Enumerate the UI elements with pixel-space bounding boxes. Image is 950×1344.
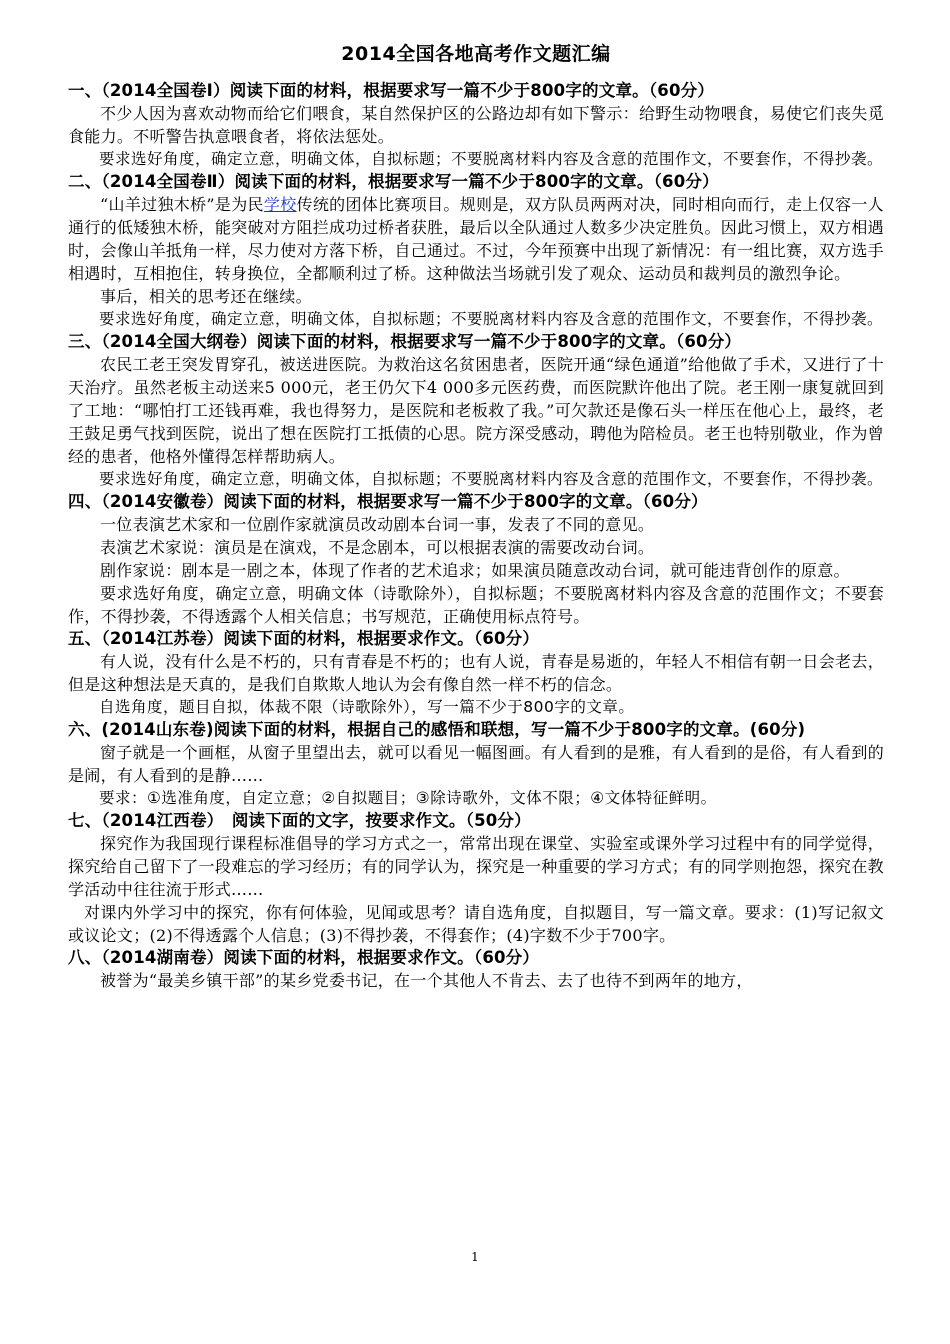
section-4-heading: 四、（2014安徽卷）阅读下面的材料，根据要求写一篇不少于800字的文章。（60分） bbox=[68, 492, 708, 511]
section-8-material: 被誉为“最美乡镇干部”的某乡党委书记，在一个其他人不肯去、去了也待不到两年的地方， bbox=[100, 971, 753, 990]
section-7-heading: 七、（2014江西卷） 阅读下面的文字，按要求作文。（50分） bbox=[68, 811, 531, 830]
section-2-material-2: 事后，相关的思考还在继续。 bbox=[100, 287, 312, 306]
section-5-heading: 五、（2014江苏卷）阅读下面的材料，根据要求作文。（60分） bbox=[68, 629, 540, 648]
section-2-heading: 二、（2014全国卷Ⅱ）阅读下面的材料，根据要求写一篇不少于800字的文章。（60分） bbox=[68, 172, 719, 191]
document-body bbox=[68, 42, 884, 992]
section-7-requirement: 对课内外学习中的探究，你有何体验，见闻或思考？请自选角度，自拟题目，写一篇文章。要求：(1)写记叙文或议论文；(2)不得透露个人信息；(3)不得抄袭，不得套作；(4)字数不少于700字。 bbox=[68, 903, 884, 945]
school-link[interactable]: 学校 bbox=[263, 195, 297, 214]
section-4-material-3: 剧作家说：剧本是一剧之本，体现了作者的艺术追求；如果演员随意改动台词，就可能违背创作的原意。 bbox=[100, 561, 850, 580]
section-6-material: 窗子就是一个画框，从窗子里望出去，就可以看见一幅图画。有人看到的是雅，有人看到的是俗，有人看到的是闹，有人看到的是静…… bbox=[68, 743, 884, 785]
section-5-requirement: 自选角度，题目自拟，体裁不限（诗歌除外），写一篇不少于800字的文章。 bbox=[99, 698, 635, 716]
section-5-material: 有人说，没有什么是不朽的，只有青春是不朽的；也有人说，青春是易逝的，年轻人不相信有朝一日会老去，但是这种想法是天真的，是我们自欺欺人地认为会有像自然一样不朽的信念。 bbox=[68, 652, 884, 694]
section-1-heading: 一、（2014全国卷Ⅰ）阅读下面的材料，根据要求写一篇不少于800字的文章。（60分） bbox=[68, 81, 715, 100]
section-8-heading: 八、（2014湖南卷）阅读下面的材料，根据要求作文。（60分） bbox=[68, 948, 540, 967]
section-2-material-pre: “山羊过独木桥”是为民 bbox=[100, 195, 264, 214]
page-number: 1 bbox=[471, 1250, 479, 1264]
section-3-heading: 三、（2014全国大纲卷）阅读下面的材料，根据要求写一篇不少于800字的文章。（60分） bbox=[68, 332, 742, 351]
section-1-requirement: 要求选好角度，确定立意，明确文体，自拟标题；不要脱离材料内容及含意的范围作文，不要套作，不得抄袭。 bbox=[99, 150, 884, 168]
section-3-requirement: 要求选好角度，确定立意，明确文体，自拟标题；不要脱离材料内容及含意的范围作文，不要套作，不得抄袭。 bbox=[99, 470, 884, 488]
document-title: 2014全国各地高考作文题汇编 bbox=[341, 43, 611, 65]
section-6-heading: 六、(2014山东卷)阅读下面的材料，根据自己的感悟和联想，写一篇不少于800字的文章。(60分) bbox=[68, 720, 806, 739]
section-2-material bbox=[68, 193, 884, 285]
section-6-requirement: 要求：①选准角度，自定立意；②自拟题目；③除诗歌外，文体不限；④文体特征鲜明。 bbox=[99, 789, 717, 807]
section-2-requirement: 要求选好角度，确定立意，明确文体，自拟标题；不要脱离材料内容及含意的范围作文，不要套作，不得抄袭。 bbox=[99, 310, 884, 328]
section-4-material-2: 表演艺术家说：演员是在演戏，不是念剧本，可以根据表演的需要改动台词。 bbox=[100, 538, 655, 557]
section-1-material: 不少人因为喜欢动物而给它们喂食，某自然保护区的公路边却有如下警示：给野生动物喂食，易使它们丧失觅食能力。不听警告执意喂食者，将依法惩处。 bbox=[68, 104, 884, 146]
section-7-material: 探究作为我国现行课程标准倡导的学习方式之一，常常出现在课堂、实验室或课外学习过程中有的同学觉得，探究给自己留下了一段难忘的学习经历；有的同学认为，探究是一种重要的学习方式；有的同学则抱怨，探究在教学活动中往往流于形式…… bbox=[68, 834, 884, 899]
section-3-material: 农民工老王突发胃穿孔，被送进医院。为救治这名贫困患者，医院开通“绿色通道”给他做了手术，又进行了十天治疗。虽然老板主动送来5 000元，老王仍欠下4 000多元医药费，而医院默许他出了院。老王刚一康复就回到了工地：“哪怕打工还钱再难，我也得努力，是医院和老板救了我。”可欠款还是像石头一样压在他心上，最终，老王鼓足勇气找到医院，说出了想在医院打工抵债的心思。院方深受感动，聘他为陪检员。老王也特别敬业，作为曾经的患者，他格外懂得怎样帮助病人。 bbox=[68, 355, 884, 466]
section-4-material: 一位表演艺术家和一位剧作家就演员改动剧本台词一事，发表了不同的意见。 bbox=[100, 515, 655, 534]
section-2-material-post: 传统的团体比赛项目。规则是，双方队员两两对决，同时相向而行，走上仅容一人通行的低矮独木桥，能突破对方阻拦成功过桥者获胜，最后以全队通过人数多少决定胜负。因此习惯上，双方相遇时，会像山羊抵角一样，尽力使对方落下桥，自己通过。不过，今年预赛中出现了新情况：有一组比赛，双方选手相遇时，互相抱住，转身换位，全都顺利过了桥。这种做法当场就引发了观众、运动员和裁判员的激烈争论。 bbox=[68, 195, 884, 283]
section-4-requirement: 要求选好角度，确定立意，明确文体（诗歌除外），自拟标题；不要脱离材料内容及含意的范围作文；不要套作，不得抄袭，不得透露个人相关信息；书写规范，正确使用标点符号。 bbox=[68, 584, 884, 626]
